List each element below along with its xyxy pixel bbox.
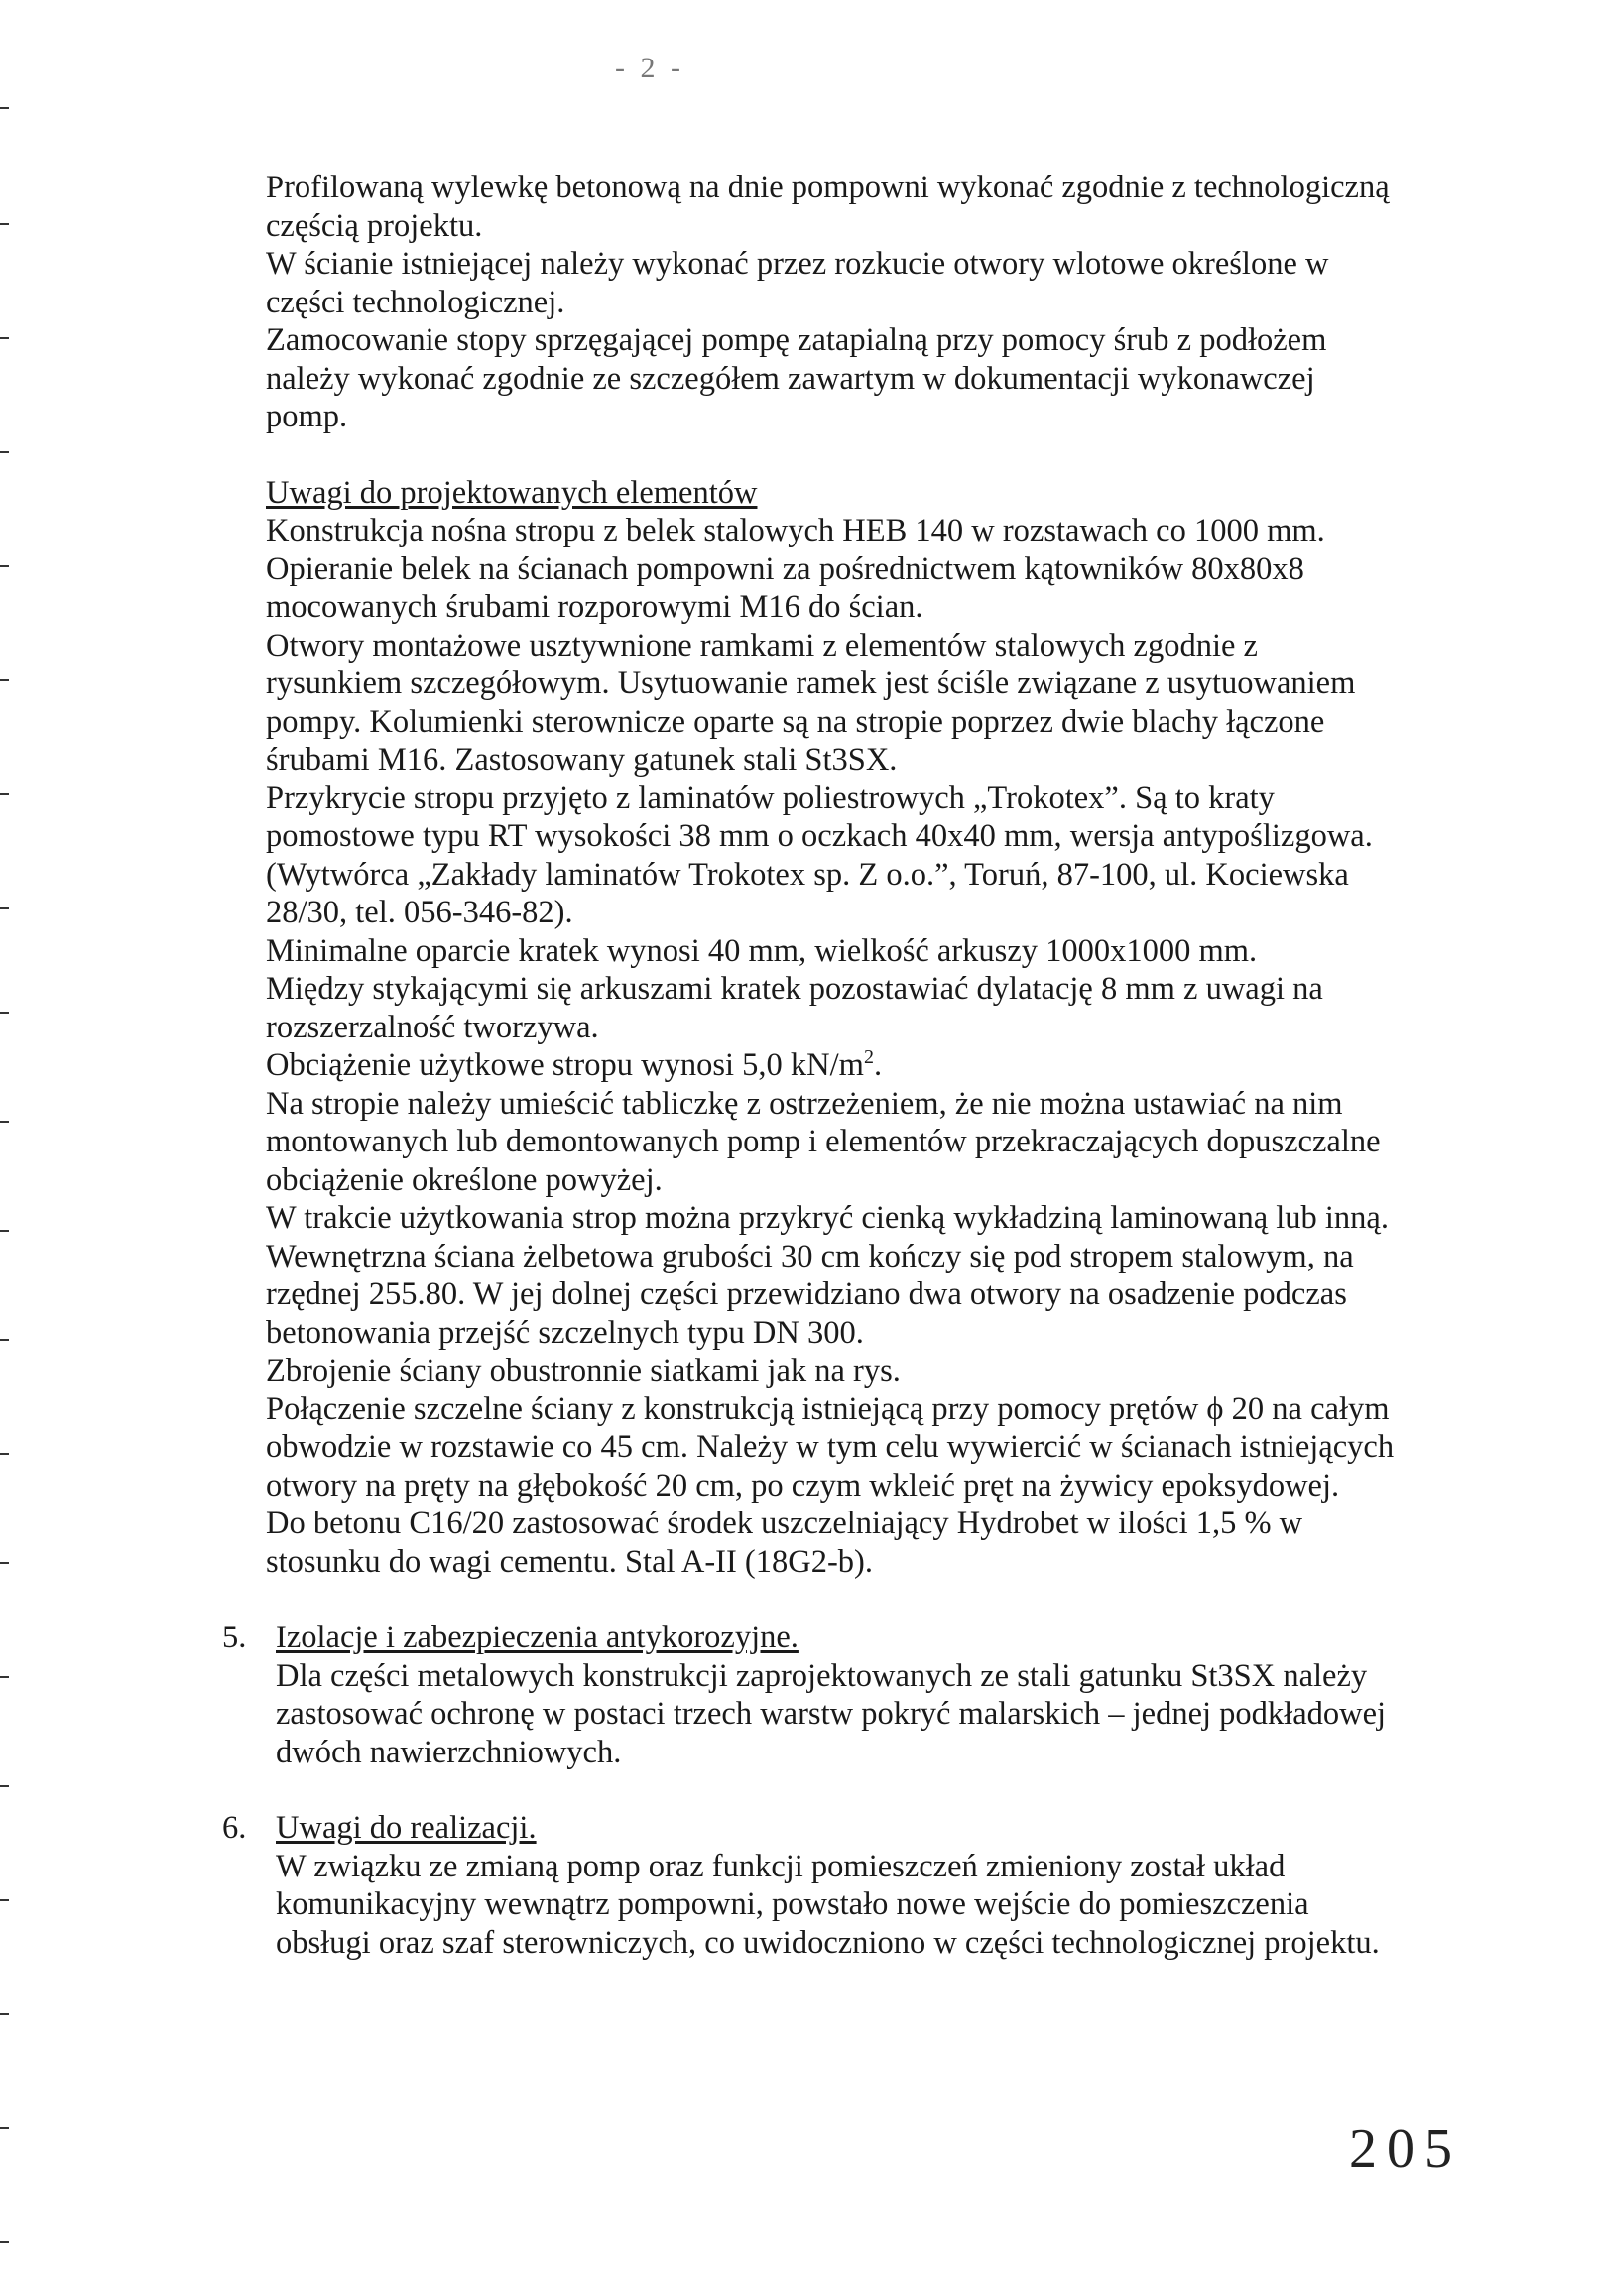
margin-mark (0, 1785, 9, 1787)
section-heading: Uwagi do projektowanych elementów (266, 474, 758, 511)
section-6 (222, 1809, 1397, 1962)
paragraph: Otwory montażowe usztywnione ramkami z elementów stalowych zgodnie z rysunkiem szczegółowym. Usytuowanie ramek jest ściśle związane z usytuowaniem pompy. Kolumienki sterownicze oparte są na stropie poprzez dwie blachy łączone śrubami M16. Zastosowany gatunek stali St3SX. (266, 627, 1356, 778)
paragraph: Wewnętrzna ściana żelbetowa grubości 30 cm kończy się pod stropem stalowym, na rzędnej 255.80. W jej dolnej części przewidziano dwa otwory na osadzenie podczas betonowania przejść szczelnych typu DN 300. (266, 1238, 1354, 1351)
margin-mark (0, 793, 9, 795)
section-heading: Izolacje i zabezpieczenia antykorozyjne. (276, 1620, 798, 1655)
paragraph: Do betonu C16/20 zastosować środek uszczelniający Hydrobet w ilości 1,5 % w stosunku do wagi cementu. Stal A-II (18G2-b). (266, 1506, 1303, 1580)
paragraph: Profilowaną wylewkę betonową na dnie pompowni wykonać zgodnie z technologiczną częścią projektu. (266, 170, 1390, 244)
load-unit-exponent: 2 (863, 1046, 874, 1069)
load-text: Obciążenie użytkowe stropu wynosi 5,0 kN/m (266, 1047, 864, 1083)
margin-mark (0, 565, 9, 567)
margin-mark (0, 1012, 9, 1014)
margin-mark (0, 1562, 9, 1564)
load-paragraph (266, 1046, 1397, 1085)
load-end: . (873, 1047, 883, 1083)
margin-mark (0, 1676, 9, 1678)
margin-mark (0, 1339, 9, 1341)
paragraph: Przykrycie stropu przyjęto z laminatów poliestrowych „Trokotex”. Są to kraty pomostowe typu RT wysokości 38 mm o oczkach 40x40 mm, wersja antypoślizgowa. (Wytwórca „Zakłady laminatów Trokotex sp. Z o.o.”, Toruń, 87-100, ul. Kociewska 28/30, tel. 056-346-82). (266, 780, 1373, 930)
margin-mark (0, 1230, 9, 1232)
margin-mark (0, 1121, 9, 1123)
section-number: 6. (222, 1810, 247, 1846)
margin-mark (0, 907, 9, 909)
margin-mark (0, 223, 9, 225)
paragraph: Zamocowanie stopy sprzęgającej pompę zatapialną przy pomocy śrub z podłożem należy wykonać zgodnie ze szczegółem zawartym w dokumentacji wykonawczej pomp. (266, 322, 1327, 434)
paragraph: W trakcie użytkowania strop można przykryć cienką wykładziną laminowaną lub inną. (266, 1200, 1389, 1236)
paragraph: Między stykającymi się arkuszami kratek pozostawiać dylatację 8 mm z uwagi na rozszerzalność tworzywa. (266, 971, 1323, 1045)
margin-mark (0, 451, 9, 453)
margin-mark (0, 679, 9, 681)
section-5 (222, 1619, 1397, 1771)
section-number: 5. (222, 1620, 247, 1655)
page-number: 205 (1349, 2118, 1462, 2180)
paragraph: W ścianie istniejącej należy wykonać przez rozkucie otwory wlotowe określone w części technologicznej. (266, 246, 1329, 320)
paragraph: Minimalne oparcie kratek wynosi 40 mm, wielkość arkuszy 1000x1000 mm. (266, 932, 1258, 969)
margin-mark (0, 2127, 9, 2129)
paragraph: Konstrukcja nośna stropu z belek stalowych HEB 140 w rozstawach co 1000 mm. Opieranie belek na ścianach pompowni za pośrednictwem kątowników 80x80x8 mocowanych śrubami rozporowymi M16 do ścian. (266, 513, 1325, 625)
paragraph: Zbrojenie ściany obustronnie siatkami jak na rys. (266, 1353, 901, 1389)
margin-mark (0, 2241, 9, 2243)
paragraph: W związku ze zmianą pomp oraz funkcji pomieszczeń zmieniony został układ komunikacyjny wewnątrz pompowni, powstało nowe wejście do pomieszczenia obsługi oraz szaf sterowniczych, co uwidoczniono w części technologicznej projektu. (276, 1848, 1380, 1961)
margin-mark (0, 2013, 9, 2015)
page-top-mark: - 2 - (615, 52, 684, 84)
margin-mark (0, 337, 9, 339)
paragraph: Połączenie szczelne ściany z konstrukcją istniejącą przy pomocy prętów ϕ 20 na całym obwodzie w rozstawie co 45 cm. Należy w tym celu wywiercić w ścianach istniejących otwory na pręty na głębokość 20 cm, po czym wkleić pręt na żywicy epoksydowej. (266, 1390, 1395, 1504)
margin-mark (0, 1453, 9, 1455)
section-heading: Uwagi do realizacji. (276, 1810, 537, 1846)
margin-mark (0, 1899, 9, 1901)
margin-mark (0, 107, 9, 109)
paragraph: Na stropie należy umieścić tabliczkę z ostrzeżeniem, że nie można ustawiać na nim montowanych lub demontowanych pomp i elementów przekraczających dopuszczalne obciążenie określone powyżej. (266, 1085, 1381, 1198)
paragraph: Dla części metalowych konstrukcji zaprojektowanych ze stali gatunku St3SX należy zastosować ochronę w postaci trzech warstw pokryć malarskich – jednej podkładowej dwóch nawierzchniowych. (276, 1657, 1387, 1770)
document-body (222, 169, 1397, 1962)
